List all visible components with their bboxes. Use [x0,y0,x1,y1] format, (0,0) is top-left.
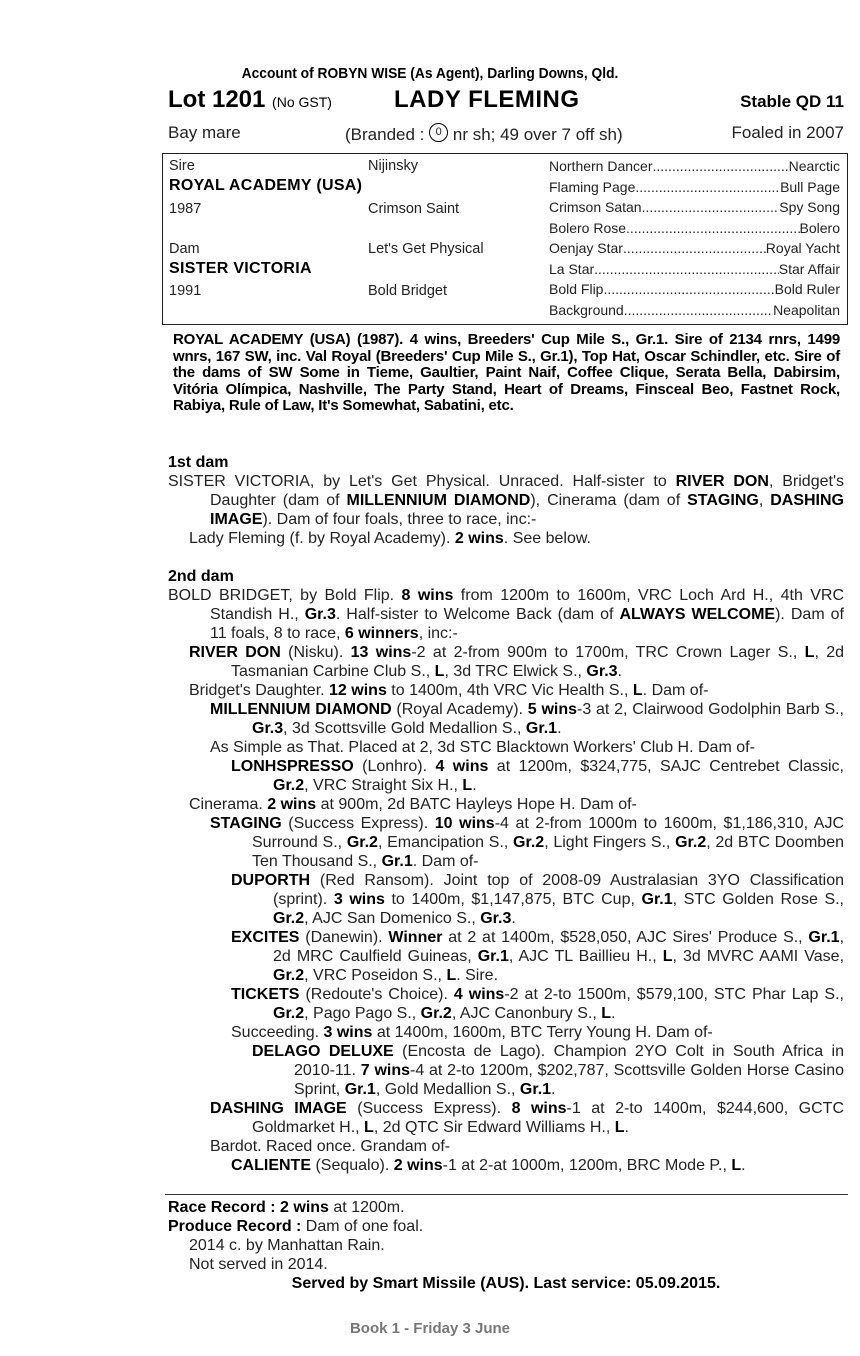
highlight-text: 3 wins [333,891,385,908]
ancestor-row [549,240,840,256]
entry-text: -3 at 2, Clairwood Godolphin Barb S., [577,701,845,718]
highlight-text: L [364,1119,374,1136]
entry-text: , 2d MRC Caulfield Guineas, [273,929,845,965]
brand-mark-icon: 0 [429,123,448,142]
pedigree-table [162,153,848,325]
stable-number: Stable QD 11 [740,92,844,111]
entry-text: (Success Express). [346,1100,512,1117]
highlight-text: DUPORTH [231,872,311,889]
ancestor-name: Crimson Satan [549,199,642,215]
sire-label: Sire [169,158,195,174]
highlight-text: Gr.2 [420,1005,452,1022]
entry-text: to 1400m, 4th VRC Vic Health S., [386,682,633,699]
entry-text: , Gold Medallion S., [375,1081,520,1098]
entry-text: . [624,1119,629,1136]
highlight-text: Gr.3 [586,663,618,680]
gst-note: (No GST) [272,94,332,110]
race-record-label: Race Record : [168,1199,276,1216]
ancestor-sire: Bull Page [780,178,840,195]
entry-text: . [557,720,562,737]
leader-dots [623,240,766,256]
highlight-text: Gr.2 [273,967,305,984]
entry-text: , 3d MVRC AAMI Vase, [672,948,845,965]
highlight-text: L [614,1119,625,1136]
pedigree-entry [168,681,844,700]
entry-text: from 1200m to 1600m, VRC Loch Ard H., 4th VRC Standish H., [210,587,845,623]
produce-record-detail: Dam of one foal. [301,1218,424,1235]
records-section [168,1198,844,1293]
entry-text: ). Dam of four foals, three to race, inc:- [262,511,537,528]
horse-name: LADY FLEMING [394,86,580,113]
entry-text: -1 at 2-to 1400m, $244,600, GCTC Goldmarket H., [252,1100,844,1136]
colour-sex: Bay mare [168,123,241,142]
entry-text: . [617,663,622,680]
produce-2014: 2014 c. by Manhattan Rain. [189,1237,385,1254]
produce-record-label: Produce Record : [168,1218,302,1235]
highlight-text: STAGING [210,815,282,832]
race-record-wins: 2 wins [280,1199,329,1216]
pedigree-entry [168,1137,844,1156]
brand-suffix: nr sh; 49 over 7 off sh) [452,125,623,144]
highlight-text: Gr.1 [641,891,673,908]
entry-text: ), Cinerama (dam of [530,492,688,509]
entry-text: , STC Golden Rose S., [672,891,845,908]
entry-text: . See below. [503,530,591,547]
pedigree-entry [168,795,844,814]
pedigree-entry [168,1042,844,1099]
entry-text: -2 at 2-to 1500m, $579,100, STC Phar Lap S., [504,986,844,1003]
pedigree-entry [168,529,844,548]
entry-text: , Light Fingers S., [544,834,676,851]
highlight-text: L [601,1005,611,1022]
second-dam-section [168,567,844,1175]
ancestor-row [549,179,840,195]
entry-text: (Sequalo). [311,1157,394,1174]
highlight-text: 10 wins [434,815,495,832]
leader-dots [653,158,789,174]
pedigree-entry [168,871,844,928]
leader-dots [626,220,799,236]
entry-text: , inc:- [418,625,458,642]
highlight-text: 12 wins [329,682,387,699]
entry-text: at 2 at 1400m, $528,050, AJC Sires' Produce S., [442,929,809,946]
highlight-text: Gr.3 [304,606,336,623]
entry-text: , AJC Canonbury S., [451,1005,602,1022]
highlight-text: L [632,682,643,699]
entry-text: . Dam of- [412,853,479,870]
pedigree-entry [168,757,844,795]
entry-text: , 3d Scottsville Gold Medallion S., [283,720,526,737]
sire-year: 1987 [169,201,202,217]
entry-text: , [758,492,771,509]
highlight-text: L [434,663,445,680]
sire-name: ROYAL ACADEMY (USA) [169,177,363,194]
entry-text: . [551,1081,556,1098]
highlight-text: CALIENTE [231,1157,311,1174]
ancestor-sire: Nearctic [788,158,840,174]
entry-text: SISTER VICTORIA, by Let's Get Physical. Unraced. Half-sister to [168,473,676,490]
highlight-text: Winner [388,929,443,946]
leader-dots [635,179,780,195]
second-dam-entries [168,586,844,1175]
highlight-text: EXCITES [231,929,300,946]
highlight-text: Gr.2 [513,834,545,851]
entry-text: -2 at 2-from 900m to 1700m, TRC Crown Lager S., [411,644,805,661]
highlight-text: L [446,967,457,984]
highlight-text: Gr.1 [344,1081,376,1098]
highlight-text: 2 wins [393,1157,443,1174]
highlight-text: 8 wins [511,1100,567,1117]
page-footer: Book 1 - Friday 3 June [349,1320,511,1337]
entry-text: . Dam of- [642,682,709,699]
lot-number [168,86,332,114]
highlight-text: L [462,777,473,794]
highlight-text: DASHING IMAGE [210,492,844,528]
entry-text: to 1400m, $1,147,875, BTC Cup, [384,891,642,908]
ancestor-name: Background [549,301,624,318]
highlight-text: STAGING [687,492,759,509]
pedigree-entry [168,985,844,1023]
highlight-text: 13 wins [350,644,412,661]
entry-text: (Danewin). [299,929,389,946]
dam-label: Dam [169,241,200,257]
entry-text: , AJC TL Baillieu H., [508,948,663,965]
leader-dots [642,199,780,215]
pedigree-entry [168,1099,844,1137]
ancestor-sire: Royal Yacht [765,240,840,256]
entry-text: (Lonhro). [353,758,436,775]
sire-summary: ROYAL ACADEMY (USA) (1987). 4 wins, Breeders' Cup Mile S., Gr.1. Sire of 2134 rnrs, 1499 wnrs, 167 SW, inc. Val Royal (Breeders' Cup Mile S., Gr.1), Top Hat, Oscar Schindler, etc. Sire of the dams of SW Some in Tieme, Gaultier, Paint Naif, Coffee Clique, Serata Bella, Dabirsim, Vitória Olímpica, Nashville, The Party Stand, Heart of Dreams, Finsceal Beo, Fastnet Rock, Rabiya, Rule of Law, It's Somewhat, Sabatini, etc. [173,331,840,414]
leader-dots [624,302,773,318]
ancestor-sire: Bolero [799,219,840,236]
ancestor-row [549,220,840,236]
highlight-text: L [804,644,815,661]
entry-text: Bardot. Raced once. Grandam of- [210,1138,451,1155]
highlight-text: Gr.1 [381,853,413,870]
ancestor-sire: Neapolitan [773,301,840,318]
ancestor-row [549,281,840,297]
brand-info [345,123,623,145]
highlight-text: Gr.2 [273,777,305,794]
dam-name: SISTER VICTORIA [169,260,312,277]
highlight-text: DELAGO DELUXE [252,1043,394,1060]
entry-text: . [472,777,477,794]
entry-text: (Nisku). [280,644,351,661]
entry-text: -1 at 2-at 1000m, 1200m, BRC Mode P., [442,1157,732,1174]
highlight-text: ALWAYS WELCOME [619,606,776,623]
highlight-text: MILLENNIUM DIAMOND [346,492,531,509]
highlight-text: Gr.2 [273,910,305,927]
pedigree-entry [168,586,844,643]
first-dam-entries [168,472,844,548]
entry-text: Bridget's Daughter. [189,682,330,699]
entry-text: Cinerama. [189,796,268,813]
entry-text: , VRC Straight Six H., [304,777,463,794]
divider [165,1194,848,1195]
service-status: Served by Smart Missile (AUS). Last service: 05.09.2015. [291,1275,721,1292]
highlight-text: LONHSPRESSO [231,758,354,775]
pedigree-entry [168,1156,844,1175]
entry-text: , VRC Poseidon S., [304,967,447,984]
highlight-text: Gr.1 [525,720,558,737]
leader-dots [603,281,774,297]
pedigree-entry [168,472,844,529]
race-record-detail: at 1200m. [328,1199,405,1216]
entry-text: ). Dam of 11 foals, 8 to race, [210,606,844,642]
entry-text: at 1400m, 1600m, BTC Terry Young H. Dam of- [372,1024,713,1041]
entry-text: , Bridget's Daughter (dam of [210,473,845,509]
highlight-text: 8 wins [401,587,454,604]
grandparent: Let's Get Physical [368,241,484,257]
ancestor-name: Flaming Page [549,178,636,195]
ancestor-row [549,261,840,277]
entry-text: . Half-sister to Welcome Back (dam of [335,606,620,623]
highlight-text: RIVER DON [189,644,281,661]
foaled-year: Foaled in 2007 [731,123,844,142]
description-line [168,123,844,143]
pedigree-entry [168,814,844,871]
entry-text: -4 at 2-from 1000m to 1600m, $1,186,310, AJC Surround S., [252,815,844,851]
highlight-text: 5 wins [527,701,578,718]
highlight-text: Gr.3 [480,910,512,927]
entry-text: -4 at 2-to 1200m, $202,787, Scottsville Golden Horse Casino Sprint, [294,1062,845,1098]
pedigree-entry [168,700,844,738]
entry-text: (Royal Academy). [391,701,528,718]
pedigree-entry [168,1023,844,1042]
highlight-text: 6 winners [344,625,419,642]
highlight-text: 3 wins [323,1024,373,1041]
highlight-text: DASHING IMAGE [210,1100,347,1117]
grandparent: Nijinsky [368,158,418,174]
pedigree-entry [168,928,844,985]
highlight-text: Gr.3 [252,720,284,737]
entry-text: (Red Ransom). Joint top of 2008-09 Australasian 3YO Classification (sprint). [273,872,844,908]
entry-text: Lady Fleming (f. by Royal Academy). [189,530,455,547]
highlight-text: Gr.2 [675,834,707,851]
entry-text: Succeeding. [231,1024,324,1041]
highlight-text: 7 wins [360,1062,411,1079]
entry-text: , 2d QTC Sir Edward Williams H., [373,1119,615,1136]
not-served-2014: Not served in 2014. [189,1256,328,1273]
ancestor-name: Northern Dancer [549,158,653,174]
vendor-account: Account of ROBYN WISE (As Agent), Darling Downs, Qld. [241,65,619,82]
first-dam-heading: 1st dam [168,454,229,471]
highlight-text: 4 wins [435,758,489,775]
brand-prefix: (Branded : [345,125,425,144]
grandparent: Crimson Saint [368,201,460,217]
entry-text: . Sire. [456,967,499,984]
second-dam-heading: 2nd dam [168,568,234,585]
ancestor-sire: Bold Ruler [774,281,840,297]
ancestor-sire: Spy Song [779,199,840,215]
highlight-text: 2 wins [454,530,504,547]
entry-text: . [511,910,516,927]
highlight-text: Gr.2 [273,1005,305,1022]
ancestor-name: Bolero Rose [549,219,627,236]
pedigree-entry [168,643,844,681]
ancestor-row [549,302,840,318]
entry-text: , Pago Pago S., [304,1005,421,1022]
ancestor-row [549,158,840,174]
entry-text: , 3d TRC Elwick S., [444,663,587,680]
entry-text: at 900m, 2d BATC Hayleys Hope H. Dam of- [316,796,637,813]
highlight-text: Gr.1 [808,929,840,946]
entry-text: As Simple as That. Placed at 2, 3d STC Blacktown Workers' Club H. Dam of- [210,739,755,756]
highlight-text: Gr.1 [519,1081,552,1098]
ancestor-row [549,199,840,215]
highlight-text: RIVER DON [675,473,769,490]
entry-text: at 1200m, $324,775, SAJC Centrebet Classic, [488,758,844,775]
pedigree-entry [168,738,844,757]
leader-dots [594,261,779,277]
lot-label: Lot 1201 [168,86,266,113]
first-dam-section [168,453,844,548]
ancestor-sire: Star Affair [778,260,840,277]
highlight-text: Gr.2 [346,834,378,851]
grandparent: Bold Bridget [368,283,447,299]
entry-text: (Success Express). [281,815,435,832]
highlight-text: L [662,948,673,965]
highlight-text: 4 wins [453,986,505,1003]
produce-record [168,1217,844,1236]
dam-year: 1991 [169,283,202,299]
ancestor-name: Bold Flip [549,281,604,297]
highlight-text: L [731,1157,742,1174]
entry-text: , Emancipation S., [377,834,514,851]
entry-text: . [741,1157,746,1174]
entry-text: (Encosta de Lago). Champion 2YO Colt in South Africa in 2010-11. [294,1043,844,1079]
race-record [168,1198,844,1217]
highlight-text: Gr.1 [477,948,509,965]
entry-text: , 2d BTC Doomben Ten Thousand S., [252,834,844,870]
ancestor-name: Oenjay Star [549,240,623,256]
entry-text: , AJC San Domenico S., [304,910,481,927]
highlight-text: 2 wins [267,796,317,813]
entry-text: BOLD BRIDGET, by Bold Flip. [168,587,402,604]
lot-line [168,86,844,116]
highlight-text: TICKETS [231,986,300,1003]
entry-text: . [611,1005,616,1022]
entry-text: , 2d Tasmanian Carbine Club S., [231,644,845,680]
entry-text: (Redoute's Choice). [299,986,454,1003]
highlight-text: MILLENNIUM DIAMOND [210,701,392,718]
ancestor-name: La Star [549,260,595,277]
